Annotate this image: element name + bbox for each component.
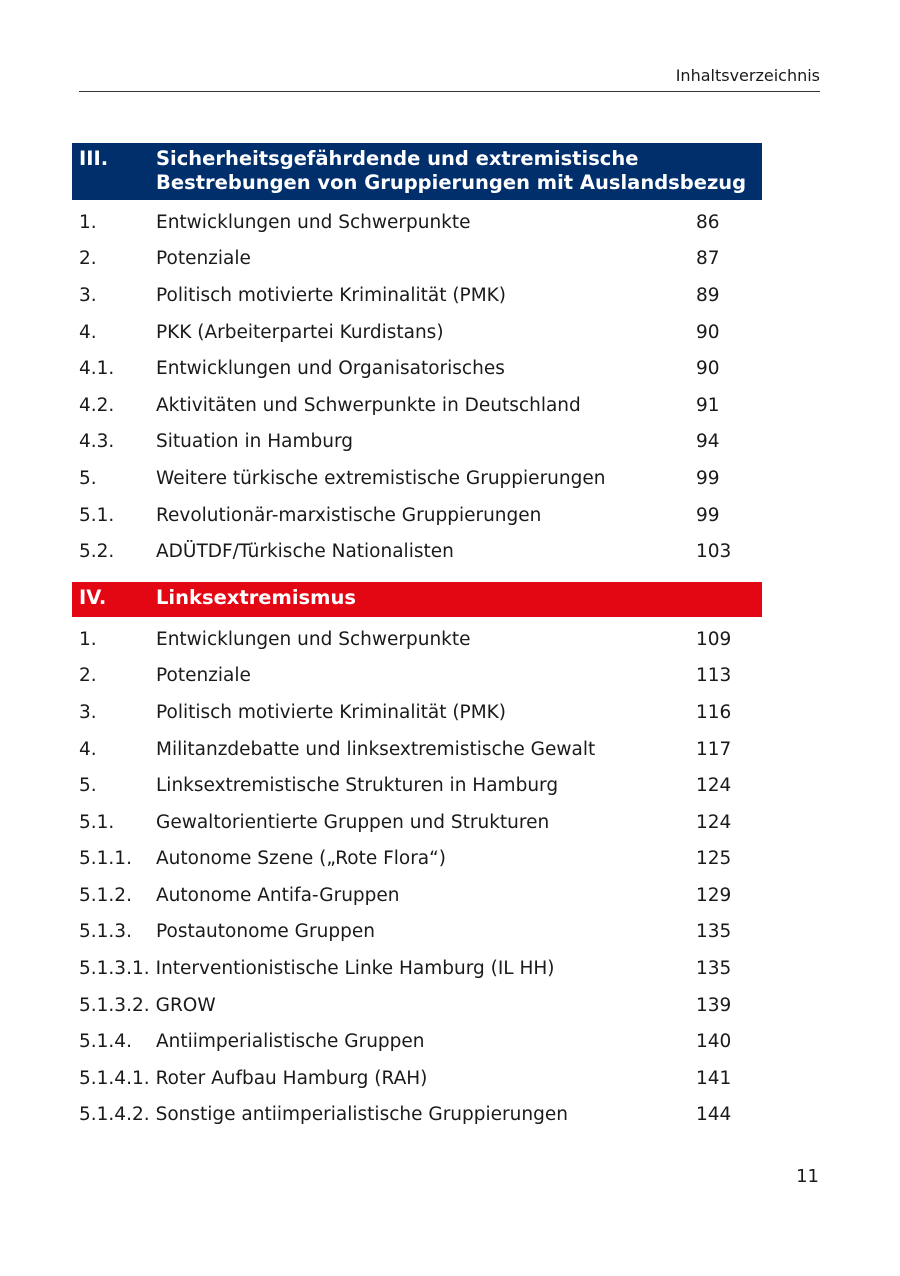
entry-number: 5.1.4.2. xyxy=(79,1104,150,1126)
entry-page: 89 xyxy=(696,284,720,306)
entry-title: Weitere türkische extremistische Gruppierungen xyxy=(156,467,606,489)
page-number: 11 xyxy=(796,1166,819,1187)
toc-entry xyxy=(72,497,762,534)
toc-entry xyxy=(72,387,762,424)
entry-title: Politisch motivierte Kriminalität (PMK) xyxy=(156,284,507,306)
entry-page: 87 xyxy=(696,248,720,270)
entry-number: 4.3. xyxy=(79,431,115,453)
toc-entry xyxy=(72,841,762,878)
entry-title: ADÜTDF/Türkische Nationalisten xyxy=(156,541,454,563)
section-iv-entries xyxy=(72,617,762,1133)
entry-page: 99 xyxy=(696,467,720,489)
entry-number: 4.2. xyxy=(79,394,115,416)
entry-page: 103 xyxy=(696,541,732,563)
entry-title: Gewaltorientierte Gruppen und Strukturen xyxy=(156,811,550,833)
entry-page: 140 xyxy=(696,1031,732,1053)
entry-title: Potenziale xyxy=(156,248,251,270)
section-title: Sicherheitsgefährdende und extremistische Bestrebungen von Gruppierungen mit Auslandsbezug xyxy=(156,147,747,194)
toc-entry xyxy=(72,731,762,768)
entry-title: Revolutionär-marxistische Gruppierungen xyxy=(156,504,542,526)
running-header-title: Inhaltsverzeichnis xyxy=(675,66,820,85)
entry-title: Entwicklungen und Schwerpunkte xyxy=(156,211,471,233)
entry-number: 1. xyxy=(79,628,97,650)
entry-number: 4.1. xyxy=(79,358,115,380)
running-header xyxy=(79,66,820,92)
entry-number: 5.1.3. xyxy=(79,921,132,943)
entry-number: 4. xyxy=(79,738,97,760)
entry-page: 135 xyxy=(696,958,732,980)
entry-title: Sonstige antiimperialistische Gruppierungen xyxy=(155,1104,568,1126)
entry-page: 86 xyxy=(696,211,720,233)
entry-title: Potenziale xyxy=(156,665,251,687)
toc-entry xyxy=(72,658,762,695)
entry-number: 5.2. xyxy=(79,541,115,563)
toc-entry xyxy=(72,950,762,987)
entry-page: 117 xyxy=(696,738,732,760)
entry-title: Autonome Szene („Rote Flora“) xyxy=(156,848,446,870)
toc-entry xyxy=(72,767,762,804)
entry-number: 5.1.1. xyxy=(79,848,132,870)
section-number: IV. xyxy=(79,585,107,609)
entry-number: 5.1.3.1. xyxy=(79,958,150,980)
toc-entry xyxy=(72,804,762,841)
toc-entry xyxy=(72,460,762,497)
entry-number: 5.1.2. xyxy=(79,884,132,906)
entry-page: 91 xyxy=(696,394,720,416)
toc-entry xyxy=(72,314,762,351)
entry-title: Aktivitäten und Schwerpunkte in Deutschland xyxy=(156,394,581,416)
entry-title: Postautonome Gruppen xyxy=(156,921,375,943)
entry-page: 139 xyxy=(696,994,732,1016)
entry-page: 141 xyxy=(696,1067,732,1089)
entry-title: Interventionistische Linke Hamburg (IL HH) xyxy=(155,958,555,980)
entry-number: 5.1. xyxy=(79,504,115,526)
toc-entry xyxy=(72,241,762,278)
entry-title: GROW xyxy=(155,994,216,1016)
entry-title: Entwicklungen und Schwerpunkte xyxy=(156,628,471,650)
entry-number: 2. xyxy=(79,665,97,687)
section-heading-iii xyxy=(72,143,762,200)
entry-number: 5. xyxy=(79,467,97,489)
entry-title: Militanzdebatte und linksextremistische Gewalt xyxy=(156,738,596,760)
entry-number: 3. xyxy=(79,701,97,723)
entry-title: Linksextremistische Strukturen in Hamburg xyxy=(156,775,559,797)
entry-page: 90 xyxy=(696,358,720,380)
entry-title: PKK (Arbeiterpartei Kurdistans) xyxy=(156,321,444,343)
toc-entry xyxy=(72,350,762,387)
entry-number: 5.1.4.1. xyxy=(79,1067,150,1089)
entry-title: Roter Aufbau Hamburg (RAH) xyxy=(155,1067,428,1089)
entry-number: 3. xyxy=(79,284,97,306)
section-title: Linksextremismus xyxy=(156,585,356,609)
entry-page: 129 xyxy=(696,884,732,906)
toc-entry xyxy=(72,204,762,241)
entry-page: 124 xyxy=(696,811,732,833)
entry-page: 116 xyxy=(696,701,732,723)
toc-entry xyxy=(72,533,762,570)
section-iii-entries xyxy=(72,200,762,582)
section-heading-iv xyxy=(72,582,762,617)
entry-page: 90 xyxy=(696,321,720,343)
entry-number: 1. xyxy=(79,211,97,233)
entry-page: 125 xyxy=(696,848,732,870)
toc-entry xyxy=(72,1060,762,1097)
toc-entry xyxy=(72,877,762,914)
entry-title: Autonome Antifa-Gruppen xyxy=(156,884,400,906)
entry-page: 94 xyxy=(696,431,720,453)
toc-entry xyxy=(72,277,762,314)
entry-number: 5.1.3.2. xyxy=(79,994,150,1016)
entry-page: 135 xyxy=(696,921,732,943)
entry-page: 109 xyxy=(696,628,732,650)
toc-entry xyxy=(72,424,762,461)
entry-number: 5.1. xyxy=(79,811,115,833)
entry-title: Politisch motivierte Kriminalität (PMK) xyxy=(156,701,507,723)
entry-number: 5. xyxy=(79,775,97,797)
entry-title: Entwicklungen und Organisatorisches xyxy=(156,358,505,380)
entry-page: 113 xyxy=(696,665,732,687)
entry-title: Situation in Hamburg xyxy=(156,431,354,453)
entry-number: 5.1.4. xyxy=(79,1031,132,1053)
toc-entry xyxy=(72,914,762,951)
toc-entry xyxy=(72,1097,762,1134)
table-of-contents xyxy=(72,143,762,1133)
toc-entry xyxy=(72,987,762,1024)
toc-entry xyxy=(72,621,762,658)
entry-number: 4. xyxy=(79,321,97,343)
entry-page: 99 xyxy=(696,504,720,526)
toc-entry xyxy=(72,694,762,731)
toc-entry xyxy=(72,1023,762,1060)
entry-page: 144 xyxy=(696,1104,732,1126)
section-number: III. xyxy=(79,147,109,170)
entry-number: 2. xyxy=(79,248,97,270)
entry-page: 124 xyxy=(696,775,732,797)
entry-title: Antiimperialistische Gruppen xyxy=(156,1031,425,1053)
